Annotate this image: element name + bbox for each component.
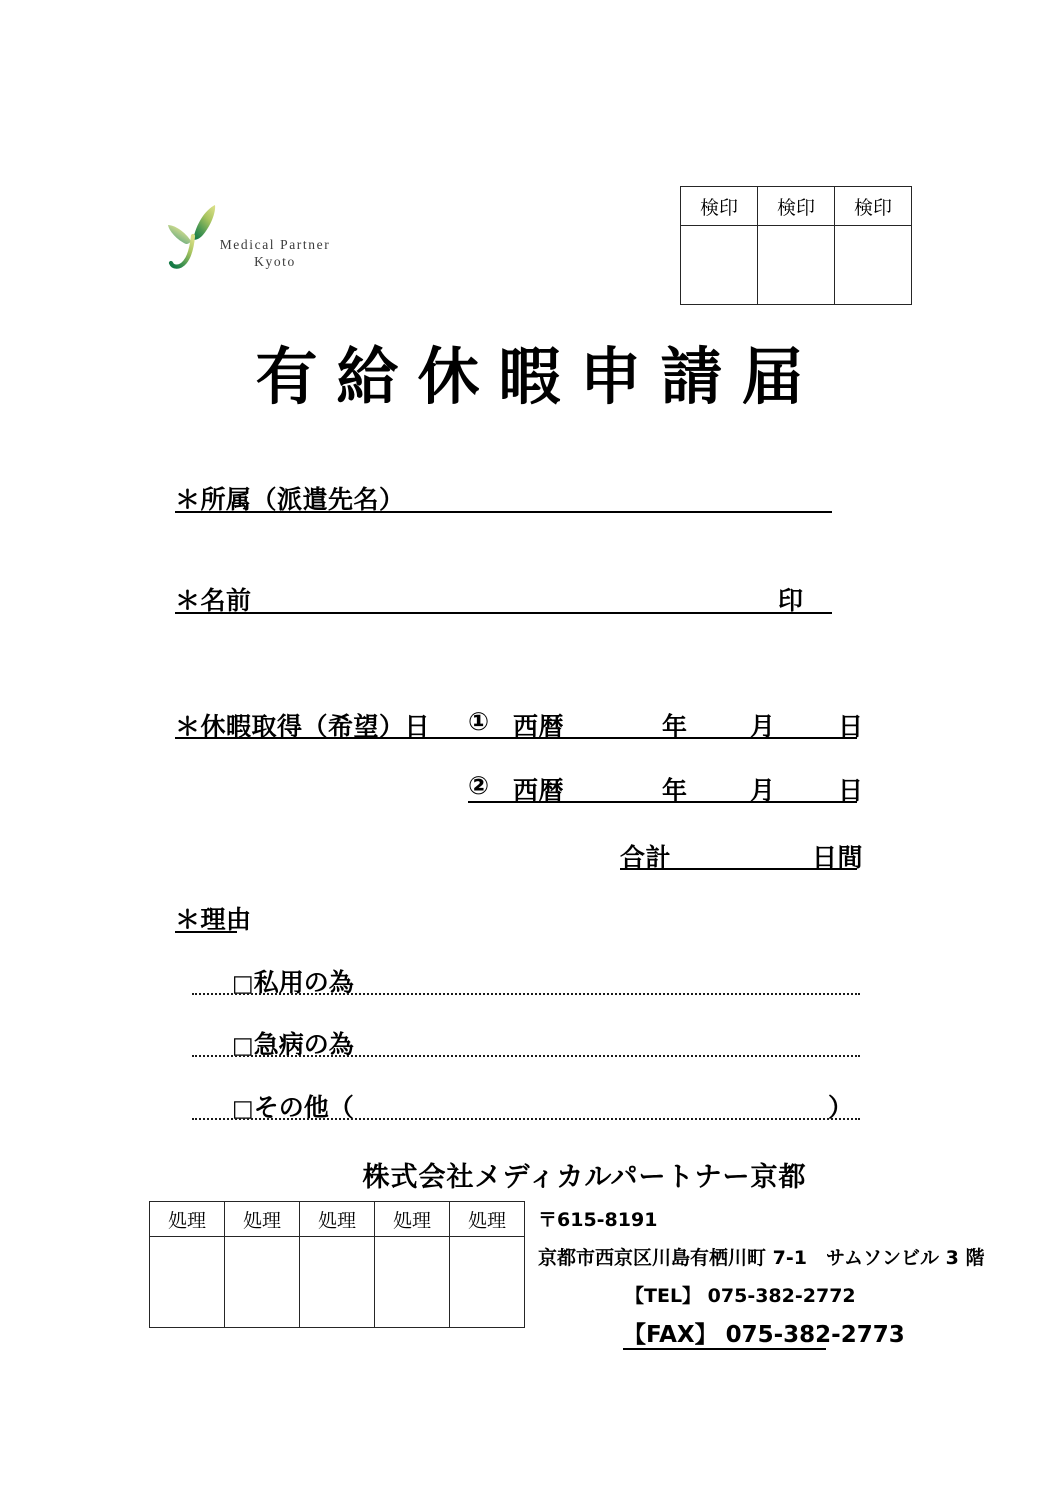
seal-input-cell[interactable] (835, 226, 912, 305)
date-row-2-era: 西暦 (513, 776, 565, 805)
company-address: 京都市西京区川島有栖川町 7-1 サムソンビル 3 階 (538, 1247, 985, 1269)
process-header-cell: 処理 (300, 1202, 375, 1237)
logo-line-1: Medical Partner (219, 237, 331, 252)
logo-wordmark (200, 237, 350, 271)
date-row-1-era: 西暦 (513, 712, 565, 741)
process-header-cell: 処理 (450, 1202, 525, 1237)
reason-1-input-line[interactable] (192, 993, 860, 995)
seal-header-cell: 検印 (758, 187, 835, 226)
logo-line-2: Kyoto (254, 253, 296, 269)
page-title: 有給休暇申請届 (255, 340, 823, 413)
reason-option-other-close-paren: ） (828, 1093, 854, 1122)
seal-header-cell: 検印 (681, 187, 758, 226)
name-seal-mark: 印 (778, 586, 804, 615)
date-row-1-marker: ① (468, 707, 490, 736)
process-input-cell[interactable] (300, 1237, 375, 1328)
process-input-cell[interactable] (225, 1237, 300, 1328)
checkbox-icon[interactable]: □ (232, 1096, 254, 1122)
total-days-input-line[interactable] (620, 868, 857, 870)
name-label: ＊名前 (175, 586, 252, 615)
date-row-2-month-unit: 月 (750, 776, 776, 805)
reason-3-input-line[interactable] (192, 1118, 860, 1120)
seal-input-cell[interactable] (758, 226, 835, 305)
company-telephone: 【TEL】 075-382-2772 (625, 1285, 856, 1307)
process-table (149, 1201, 525, 1328)
name-input-line[interactable] (175, 612, 832, 614)
total-days-label: 合計 (620, 843, 672, 872)
total-days-unit: 日間 (812, 843, 864, 872)
seal-header-cell: 検印 (835, 187, 912, 226)
affiliation-label: ＊所属（派遣先名） (175, 485, 405, 514)
reason-option-personal-label: 私用の為 (253, 968, 354, 997)
process-header-cell: 処理 (375, 1202, 450, 1237)
date-row-2-day-unit: 日 (838, 776, 864, 805)
process-header-cell: 処理 (150, 1202, 225, 1237)
date-row-2-year-unit: 年 (662, 776, 688, 805)
seal-input-cell[interactable] (681, 226, 758, 305)
date-row-1-input-line[interactable] (175, 737, 857, 739)
postal-code: 〒615-8191 (538, 1209, 658, 1231)
process-input-cell[interactable] (150, 1237, 225, 1328)
checkbox-icon[interactable]: □ (232, 1033, 254, 1059)
date-row-2-marker: ② (468, 771, 490, 800)
reason-option-illness-label: 急病の為 (253, 1030, 354, 1059)
company-logo (155, 183, 350, 295)
date-row-1-month-unit: 月 (750, 712, 776, 741)
reason-2-input-line[interactable] (192, 1055, 860, 1057)
reason-label-underline (175, 931, 237, 933)
leave-date-label: ＊休暇取得（希望）日 (175, 712, 431, 741)
reason-option-other-label: その他（ (253, 1093, 354, 1122)
company-fax: 【FAX】 075-382-2773 (623, 1322, 905, 1348)
process-input-cell[interactable] (375, 1237, 450, 1328)
process-input-cell[interactable] (450, 1237, 525, 1328)
company-fax-underline (623, 1348, 826, 1350)
checkbox-icon[interactable]: □ (232, 971, 254, 997)
date-row-2-input-line[interactable] (468, 801, 857, 803)
affiliation-input-line[interactable] (175, 511, 832, 513)
date-row-1-year-unit: 年 (662, 712, 688, 741)
seal-approval-table (680, 186, 912, 305)
date-row-1-day-unit: 日 (838, 712, 864, 741)
company-name: 株式会社メディカルパートナー京都 (362, 1162, 807, 1193)
reason-label: ＊理由 (175, 905, 252, 934)
process-header-cell: 処理 (225, 1202, 300, 1237)
